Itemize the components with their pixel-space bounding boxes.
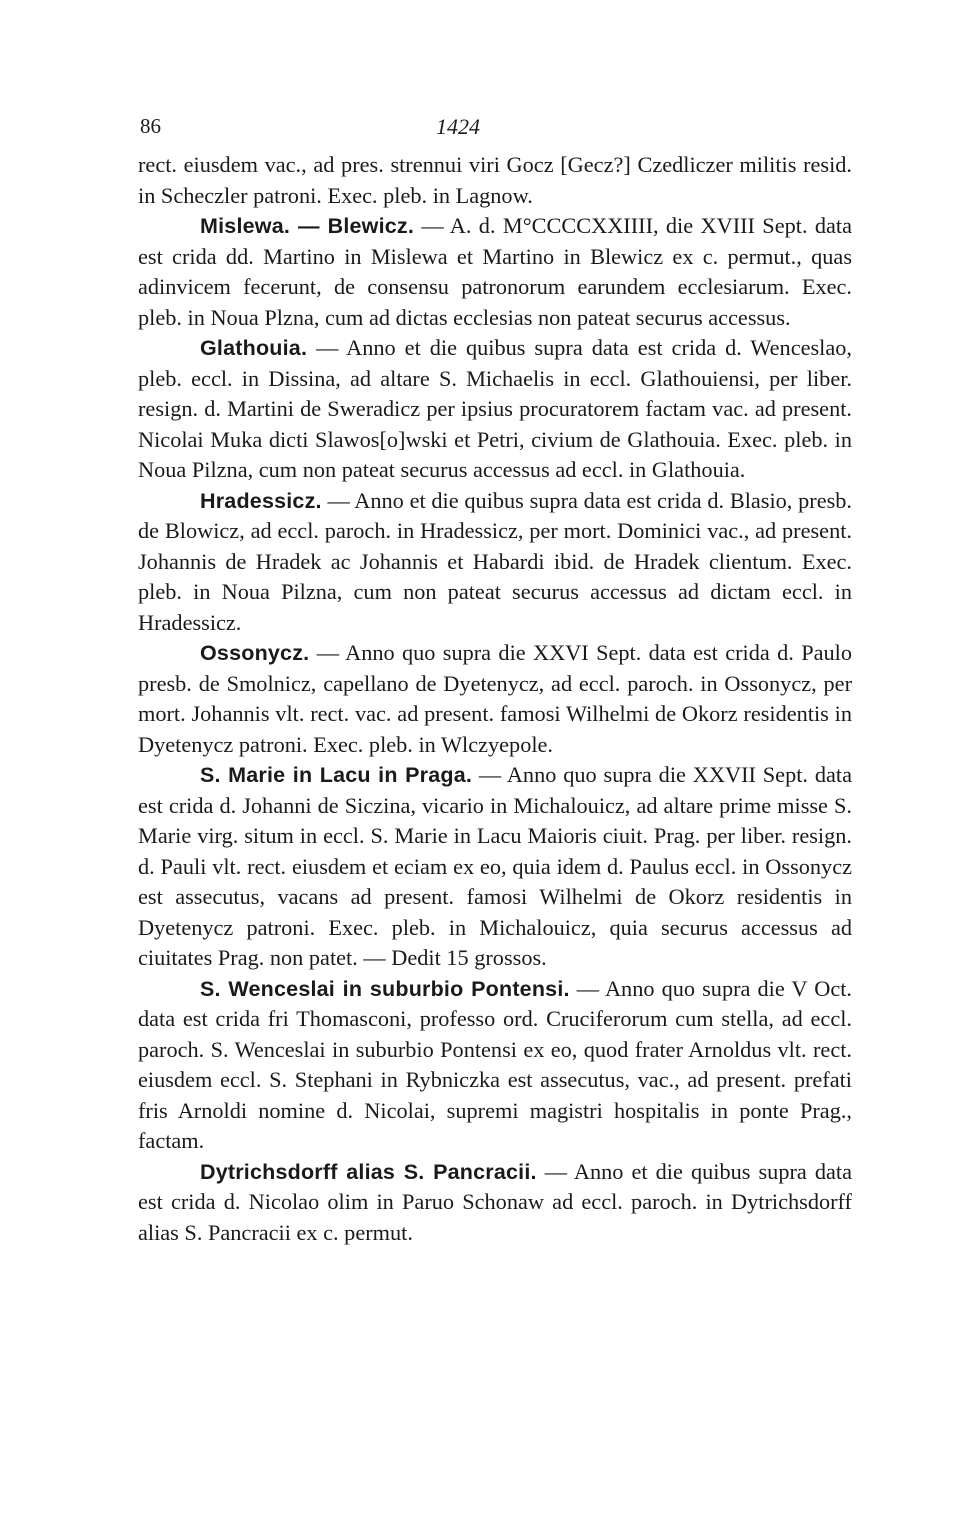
entry-heading: S. Wenceslai in suburbio Pontensi. [200,976,570,1001]
entry-text: — Anno quo supra die V Oct. data est crida fri Thomasconi, professo ord. Cruciferorum cum stella, ad eccl. paroch. S. Wenceslai in suburbio Pontensi ex eo, quod frater Arnoldus vlt. rect. eiusdem eccl. S. Stephani in Rybniczka est assecutus, vac., ad present. prefati fris Arnoldi nomine d. Nicolai, supremi magistri hospitalis in ponte Prag., factam. [138,975,852,1153]
entry-s-wenceslai [138,974,852,1157]
entry-text: — Anno quo supra die XXVI Sept. data est crida d. Paulo presb. de Smolnicz, capellano de Dyetenycz, ad eccl. paroch. in Ossonycz, per mort. Johannis vlt. rect. vac. ad present. famosi Wilhelmi de Okorz residentis in Dyetenycz patroni. Exec. pleb. in Wlczyepole. [138,640,852,757]
entry-s-marie-in-lacu [138,760,852,974]
entry-heading: Hradessicz. [200,488,322,513]
entry-hradessicz [138,486,852,639]
paragraph-continuation [138,150,852,211]
entry-text: — Anno et die quibus supra data est crida d. Wenceslao, pleb. eccl. in Dissina, ad altare S. Michaelis in eccl. Glathouiensi, per liber. resign. d. Martini de Sweradicz per ipsius procuratorem factam vac. ad present. Nicolai Muka dicti Slawos[o]wski et Petri, civium de Glathouia. Exec. pleb. in Noua Pilzna, cum non pateat securus accessus ad eccl. in Glathouia. [138,335,852,482]
page-number: 86 [140,114,161,138]
entry-ossonycz [138,638,852,760]
entry-text: — Anno quo supra die XXVII Sept. data est crida d. Johanni de Siczina, vicario in Michalouicz, ad altare prime misse S. Marie virg. situm in eccl. S. Marie in Lacu Maioris ciuit. Prag. per liber. resign. d. Pauli vlt. rect. eiusdem et eciam ex eo, quia idem d. Paulus eccl. in Ossonycz est assecutus, vacans ad present. famosi Wilhelmi de Okorz residentis in Dyetenycz patroni. Exec. pleb. in Michalouicz, quia securus accessus ad ciuitates Prag. non patet. — Dedit 15 grossos. [138,762,852,970]
entry-glathouia [138,333,852,486]
entry-heading: S. Marie in Lacu in Praga. [200,763,473,787]
entry-heading: Glathouia. [200,336,308,360]
entry-text: — Anno et die quibus supra data est crida d. Nicolao olim in Paruo Schonaw ad eccl. paroch. in Dytrichsdorff alias S. Pancracii ex c. permut. [138,1158,852,1245]
running-header [0,114,960,144]
entry-mislewa-blewicz [138,211,852,333]
entry-heading: Ossonycz. [200,641,310,665]
running-head-year: 1424 [436,114,480,139]
entry-heading: Mislewa. — Blewicz. [200,214,415,238]
entry-text: — A. d. M°CCCCXXIIII, die XVIII Sept. data est crida dd. Martino in Mislewa et Martino in Blewicz ex c. permut., quas adinvicem fecerunt, de consensu patronorum earundem ecclesiarum. Exec. pleb. in Noua Plzna, cum ad dictas ecclesias non pateat securus accessus. [138,213,852,330]
paragraph-text: rect. eiusdem vac., ad pres. strennui viri Gocz [Gecz?] Czedliczer militis resid. in Scheczler patroni. Exec. pleb. in Lagnow. [138,152,852,208]
entry-dytrichsdorff [138,1157,852,1249]
entry-text: — Anno et die quibus supra data est crida d. Blasio, presb. de Blowicz, ad eccl. paroch. in Hradessicz, per mort. Dominici vac., ad present. Johannis de Hradek ac Johannis et Habardi ibid. de Hradek clientum. Exec. pleb. in Noua Pilzna, cum non pateat securus accessus ad dictam eccl. in Hradessicz. [138,487,852,635]
body-text [138,150,852,1248]
entry-heading: Dytrichsdorff alias S. Pancracii. [200,1159,537,1184]
